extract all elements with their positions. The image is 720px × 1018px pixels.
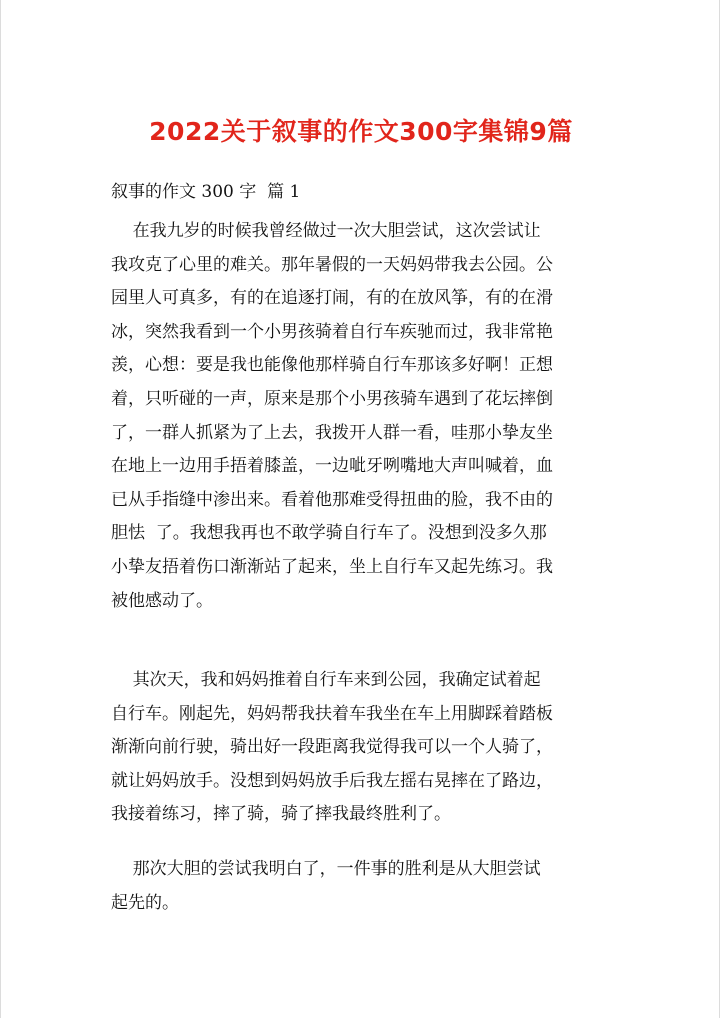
paragraph-line: 其次天，我和妈妈推着自行车来到公园，我确定试着起 xyxy=(111,670,541,690)
paragraph-line: 被他感动了。 xyxy=(111,590,213,611)
paragraph-line: 已从手指缝中渗出来。看着他那难受得扭曲的脸，我不由的 xyxy=(111,489,553,510)
paragraph-line: 胆怯 了。我想我再也不敢学骑自行车了。没想到没多久那 xyxy=(111,523,547,544)
paragraph-line: 着，只听碰的一声，原来是那个小男孩骑车遇到了花坛摔倒 xyxy=(111,388,553,409)
paragraph-3 xyxy=(111,853,611,920)
paragraph-line: 那次大胆的尝试我明白了，一件事的胜利是从大胆尝试 xyxy=(111,859,541,879)
paragraph-line: 我接着练习，摔了骑，骑了摔我最终胜利了。 xyxy=(111,804,451,825)
paragraph-line: 冰，突然我看到一个小男孩骑着自行车疾驰而过，我非常艳 xyxy=(111,321,553,342)
paragraph-line: 就让妈妈放手。没想到妈妈放手后我左摇右晃摔在了路边， xyxy=(111,770,553,791)
paragraph-line: 在地上一边用手捂着膝盖，一边呲牙咧嘴地大声叫喊着，血 xyxy=(111,456,553,477)
paragraph-2 xyxy=(111,664,611,832)
paragraph-line: 小挚友捂着伤口渐渐站了起来，坐上自行车又起先练习。我 xyxy=(111,556,553,577)
paragraph-1 xyxy=(111,215,611,618)
paragraph-line: 自行车。刚起先，妈妈帮我扶着车我坐在车上用脚踩着踏板 xyxy=(111,703,553,724)
paragraph-line: 了，一群人抓紧为了上去，我拨开人群一看，哇那小挚友坐 xyxy=(111,422,553,443)
paragraph-line: 起先的。 xyxy=(111,892,179,913)
paragraph-line: 我攻克了心里的难关。那年暑假的一天妈妈带我去公园。公 xyxy=(111,254,553,275)
paragraph-line: 羡，心想：要是我也能像他那样骑自行车那该多好啊！正想 xyxy=(111,355,553,376)
section-heading: 叙事的作文 300 字 篇 1 xyxy=(111,182,301,202)
paragraph-line: 渐渐向前行驶，骑出好一段距离我觉得我可以一个人骑了， xyxy=(111,737,553,758)
paragraph-line: 在我九岁的时候我曾经做过一次大胆尝试，这次尝试让 xyxy=(111,221,541,241)
document-title: 2022关于叙事的作文300字集锦9篇 xyxy=(149,117,573,146)
paragraph-line: 园里人可真多，有的在追逐打闹，有的在放风筝，有的在滑 xyxy=(111,288,553,309)
